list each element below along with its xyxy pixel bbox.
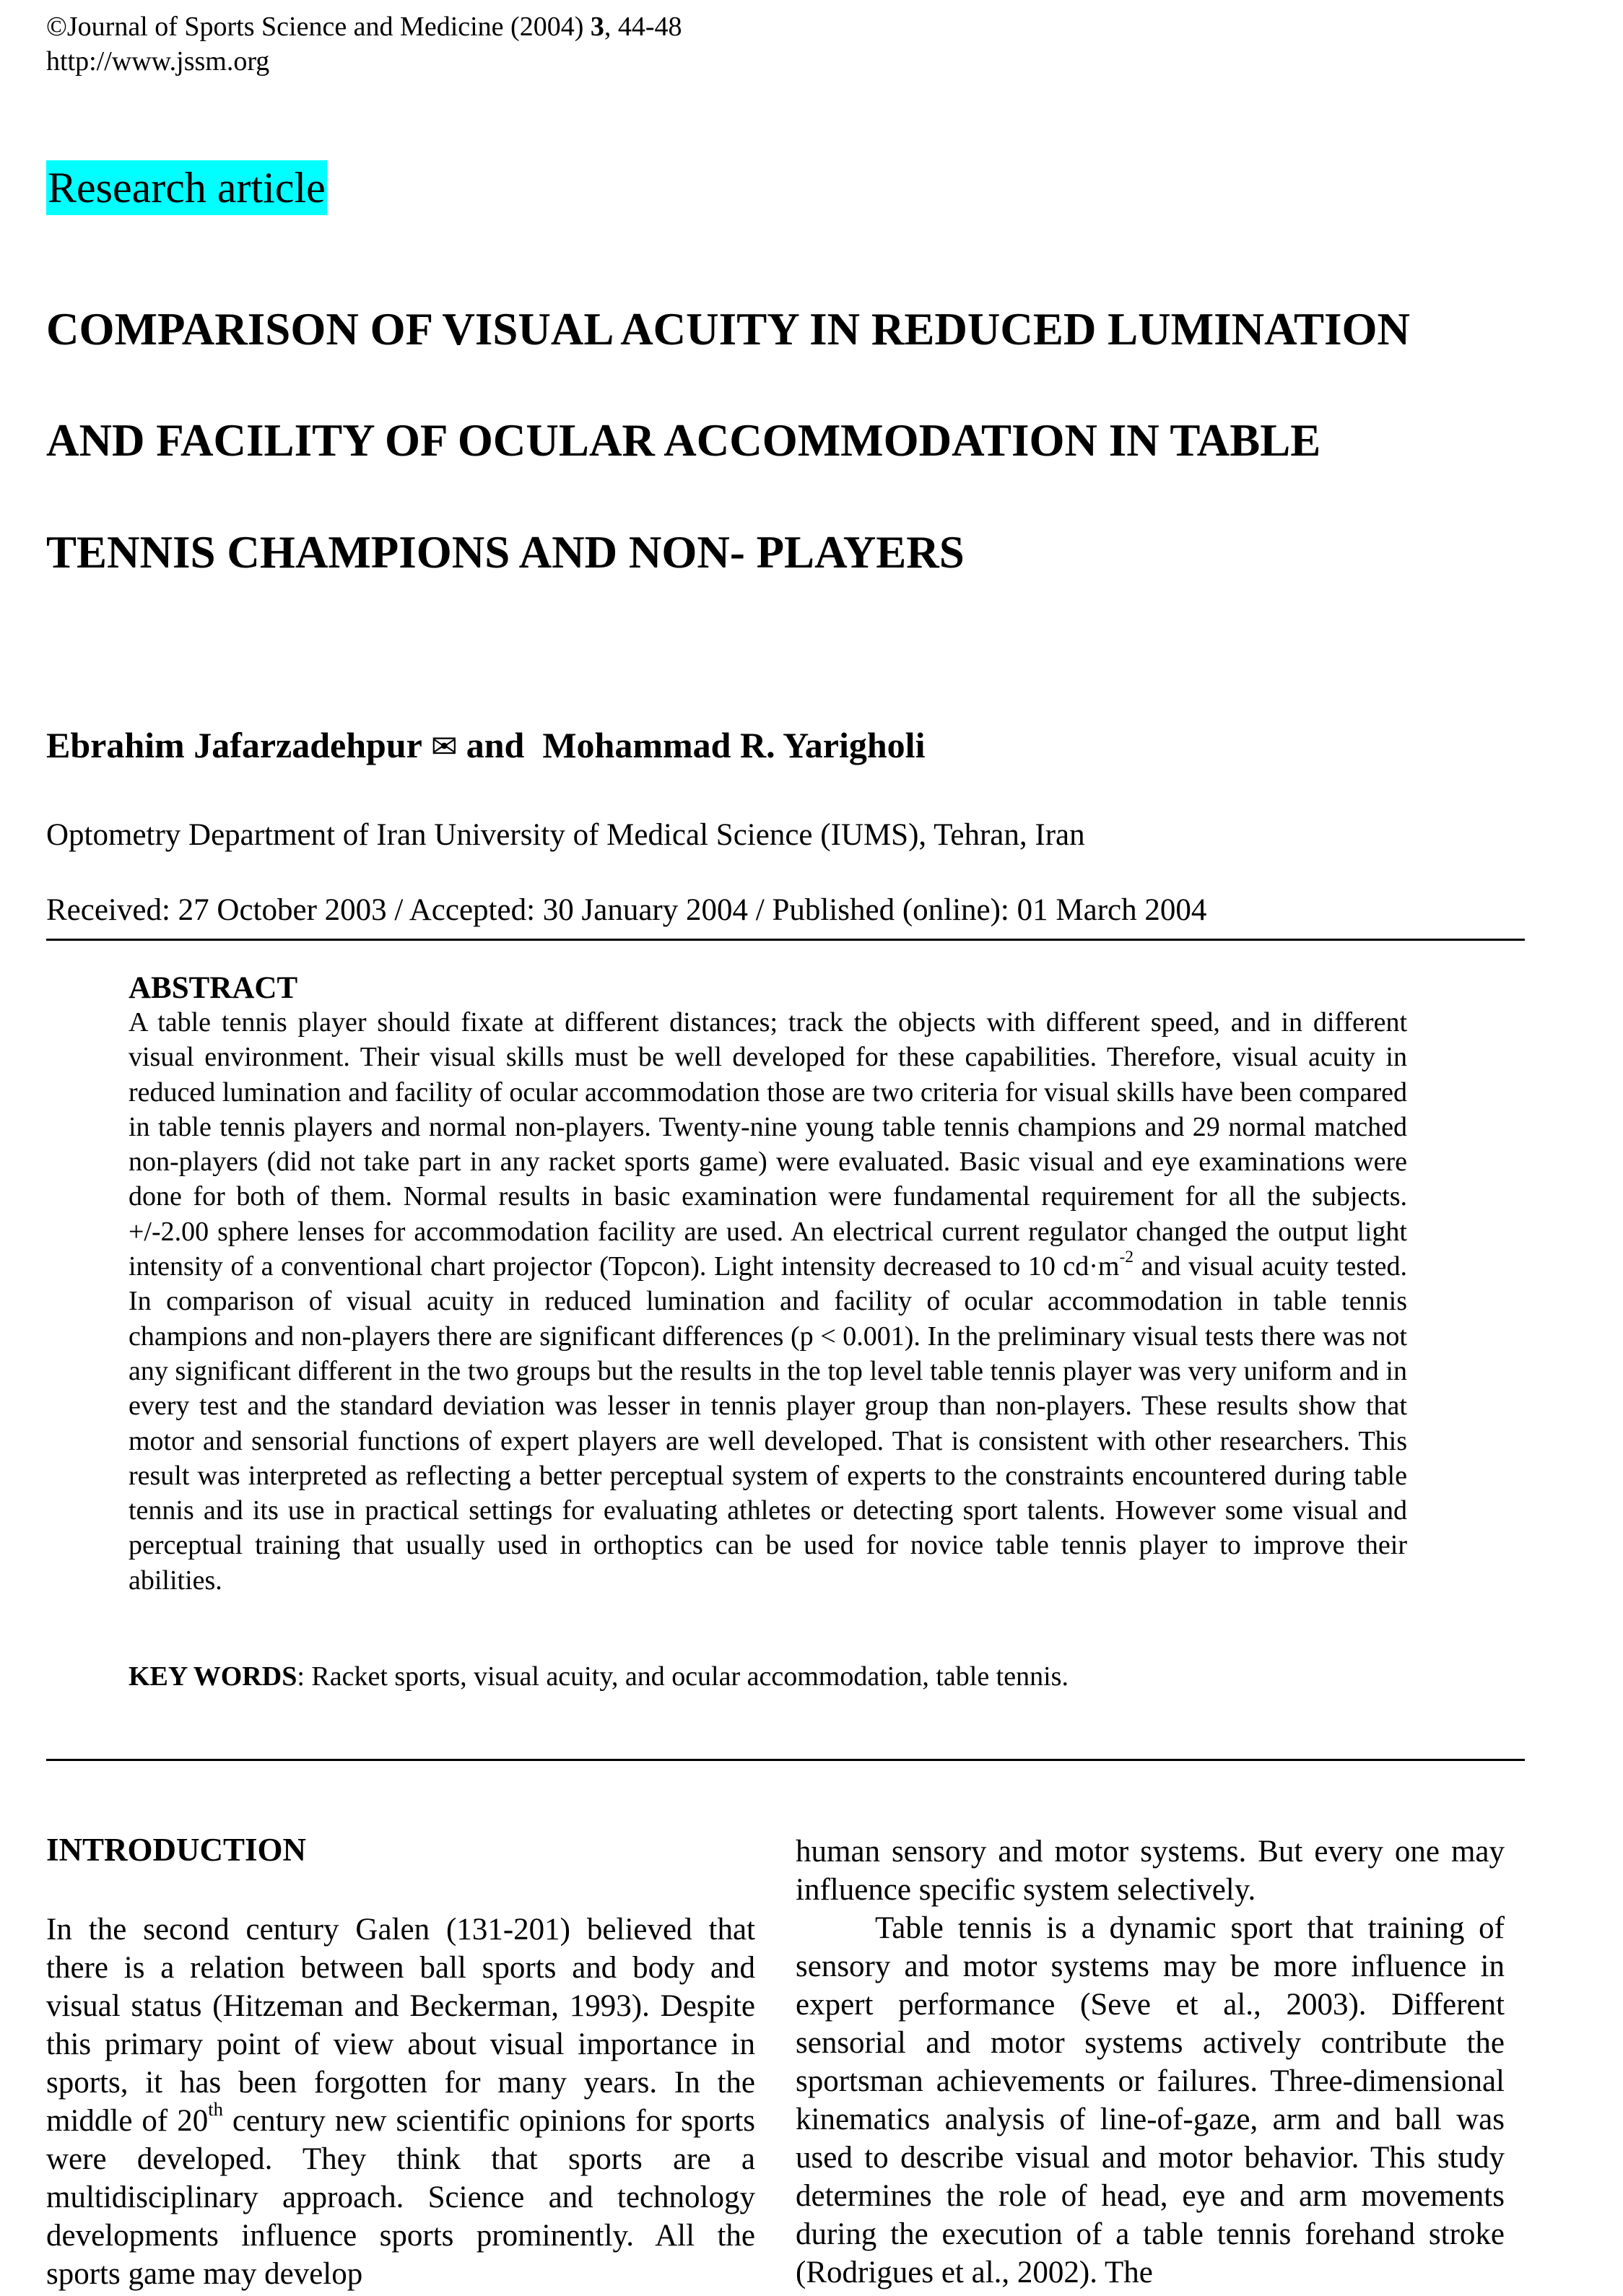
affiliation: Optometry Department of Iran University of Medical Science (IUMS), Tehran, Iran (46, 818, 1085, 852)
journal-pages: , 44-48 (604, 12, 682, 42)
intro-left-superscript: th (208, 2098, 223, 2121)
journal-citation-prefix: ©Journal of Sports Science and Medicine (2004) (46, 12, 591, 42)
keywords-label: KEY WORDS (129, 1661, 297, 1692)
abstract-body (129, 1005, 1407, 1598)
author-list (46, 724, 925, 766)
title-line-3: TENNIS CHAMPIONS AND NON- PLAYERS (46, 527, 965, 578)
author-first: Ebrahim Jafarzadehpur (46, 725, 422, 765)
author-connector: and (466, 725, 525, 765)
header-divider (46, 939, 1525, 941)
envelope-icon[interactable]: ✉ (430, 729, 458, 765)
title-line-2: AND FACILITY OF OCULAR ACCOMMODATION IN TABLE (46, 415, 1321, 466)
title-line-1: COMPARISON OF VISUAL ACUITY IN REDUCED LUMINATION (46, 304, 1411, 355)
keywords (129, 1661, 1069, 1692)
introduction-paragraph-1 (46, 1910, 755, 2293)
article-type-badge: Research article (46, 160, 327, 215)
intro-left-part-2: century new scientific opinions for sports were developed. They think that sports are a multidisciplinary approach. Science and technology developments influence sports prominently. All the sports game may develop (46, 2104, 755, 2291)
abstract-text-part-2: and visual acuity tested. In comparison of visual acuity in reduced lumination and facility of ocular accommodation in table tennis champions and non-players there are significant differences (p < 0.001). In the preliminary visual tests there was not any significant different in the two groups but the results in the top level table tennis player was very uniform and in every test and the standard deviation was lesser in tennis player group than non-players. These results show that motor and sensorial functions of expert players are well developed. That is consistent with other researchers. This result was interpreted as reflecting a better perceptual system of experts to the constraints encountered during table tennis and its use in practical settings for evaluating athletes or detecting sport talents. However some visual and perceptual training that usually used in orthoptics can be used for novice table tennis player to improve their abilities. (129, 1251, 1407, 1596)
keywords-text: : Racket sports, visual acuity, and ocular accommodation, table tennis. (297, 1661, 1069, 1692)
abstract-text-part-1: A table tennis player should fixate at different distances; track the objects with different speed, and in different visual environment. Their visual skills must be well developed for these capabilities. Therefore, visual acuity in reduced lumination and facility of ocular accommodation those are two criteria for visual skills have been compared in table tennis players and normal non-players. Twenty-nine young table tennis champions and 29 normal matched non-players (did not take part in any racket sports game) were evaluated. Basic visual and eye examinations were done for both of them. Normal results in basic examination were fundamental requirement for all the subjects. +/-2.00 sphere lenses for accommodation facility are used. An electrical current regulator changed the output light intensity of a conventional chart projector (Topcon). Light intensity decreased to 10 cd·m (129, 1007, 1407, 1282)
journal-volume: 3 (590, 12, 604, 42)
abstract-divider (46, 1759, 1525, 1761)
author-second: Mohammad R. Yarigholi (542, 725, 926, 765)
introduction-paragraph-3: Table tennis is a dynamic sport that training of sensory and motor systems may be more influence in expert performance (Seve et al., 2003). Different sensorial and motor systems actively contribute the sportsman achievements or failures. Three-dimensional kinematics analysis of line-of-gaze, arm and ball was used to describe visual and motor behavior. This study determines the role of head, eye and arm movements during the execution of a table tennis forehand stroke (Rodrigues et al., 2002). The (796, 1911, 1505, 2290)
abstract-superscript: -2 (1119, 1247, 1134, 1266)
abstract-heading: ABSTRACT (129, 971, 298, 1005)
introduction-paragraph-2: human sensory and motor systems. But every one may influence specific system selectively. (796, 1835, 1505, 1907)
introduction-left-column (46, 1910, 755, 2293)
journal-url[interactable]: http://www.jssm.org (46, 46, 270, 77)
introduction-right-column (796, 1832, 1505, 2292)
publication-dates: Received: 27 October 2003 / Accepted: 30 January 2004 / Published (online): 01 March 2004 (46, 893, 1207, 927)
introduction-heading: INTRODUCTION (46, 1832, 307, 1868)
journal-citation (46, 10, 682, 43)
intro-left-part-1: In the second century Galen (131-201) believed that there is a relation between ball sports and body and visual status (Hitzeman and Beckerman, 1993). Despite this primary point of view about visual importance in sports, it has been forgotten for many years. In the middle of 20 (46, 1913, 755, 2138)
